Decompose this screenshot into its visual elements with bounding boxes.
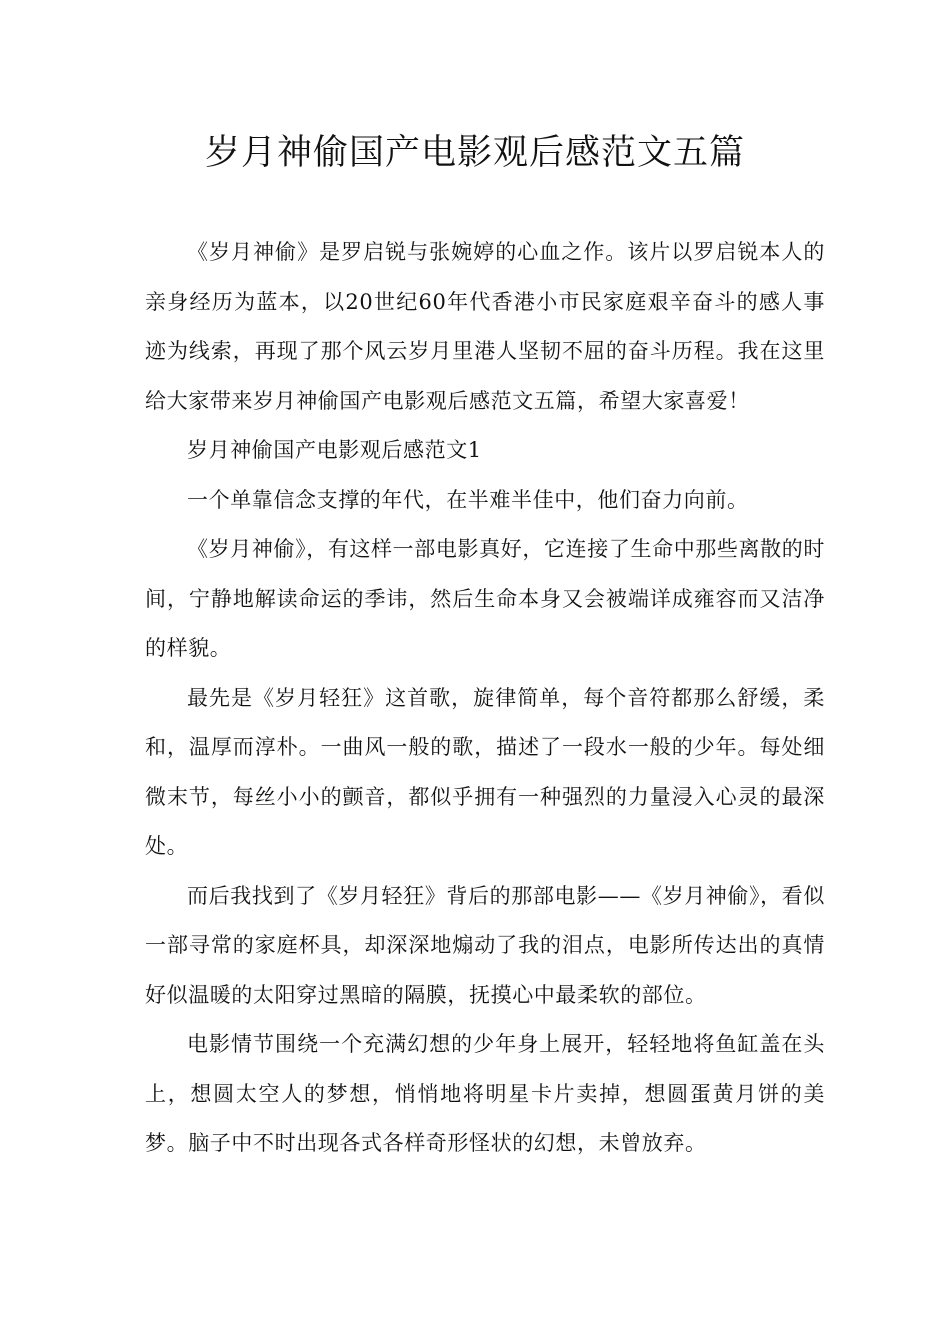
body-paragraph: 而后我找到了《岁月轻狂》背后的那部电影——《岁月神偷》，看似一部寻常的家庭杯具，却深深地煽动了我的泪点，电影所传达出的真情好似温暖的太阳穿过黑暗的隔膜，抚摸心中最柔软的部位。 (145, 883, 825, 1007)
body-paragraph: 电影情节围绕一个充满幻想的少年身上展开，轻轻地将鱼缸盖在头上，想圆太空人的梦想，悄悄地将明星卡片卖掉，想圆蛋黄月饼的美梦。脑子中不时出现各式各样奇形怪状的幻想，未曾放弃。 (145, 1032, 825, 1155)
document-title: 岁月神偷国产电影观后感范文五篇 (204, 133, 745, 173)
body-paragraph: 《岁月神偷》，有这样一部电影真好，它连接了生命中那些离散的时间，宁静地解读命运的季讳，然后生命本身又会被端详成雍容而又洁净的样貌。 (145, 537, 825, 660)
intro-paragraph: 《岁月神偷》是罗启锐与张婉婷的心血之作。该片以罗启锐本人的亲身经历为蓝本，以20世纪60年代香港小市民家庭艰辛奋斗的感人事迹为线索，再现了那个风云岁月里港人坚韧不屈的奋斗历程。我在这里给大家带来岁月神偷国产电影观后感范文五篇，希望大家喜爱！ (145, 240, 825, 413)
body-paragraph: 最先是《岁月轻狂》这首歌，旋律简单，每个音符都那么舒缓，柔和，温厚而淳朴。一曲风一般的歌，描述了一段水一般的少年。每处细微末节，每丝小小的颤音，都似乎拥有一种强烈的力量浸入心灵的最深处。 (145, 685, 825, 858)
body-paragraph: 一个单靠信念支撑的年代，在半难半佳中，他们奋力向前。 (187, 487, 749, 512)
section-heading: 岁月神偷国产电影观后感范文1 (187, 438, 482, 462)
document-body (145, 228, 825, 1169)
